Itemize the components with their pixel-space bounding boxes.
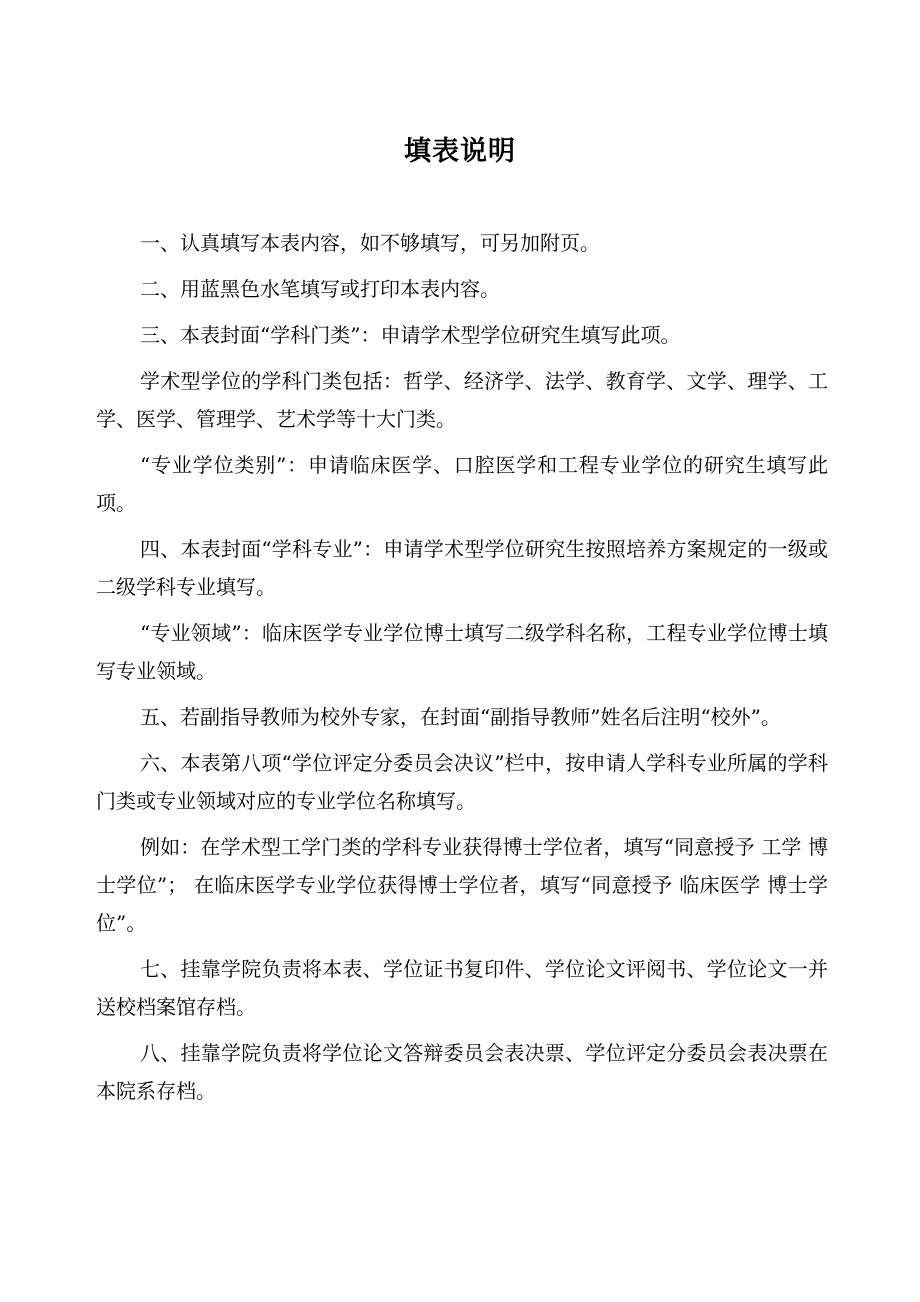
instructions-body [96, 224, 828, 1118]
instruction-paragraph-6: 四、本表封面“学科专业”：申请学术型学位研究生按照培养方案规定的一级或二级学科专业填写。 [96, 537, 828, 599]
instruction-paragraph-10: 例如：在学术型工学门类的学科专业获得博士学位者，填写“同意授予 工学 博士学位”； 在临床医学专业学位获得博士学位者，填写“同意授予 临床医学 博士学位”。 [96, 835, 828, 935]
instruction-paragraph-1: 一、认真填写本表内容，如不够填写，可另加附页。 [140, 231, 600, 255]
instruction-paragraph-3: 三、本表封面“学科门类”：申请学术型学位研究生填写此项。 [140, 323, 681, 347]
instruction-paragraph-2: 二、用蓝黑色水笔填写或打印本表内容。 [140, 277, 500, 301]
instruction-paragraph-7: “专业领域”：临床医学专业学位博士填写二级学科名称，工程专业学位博士填写专业领域。 [96, 621, 828, 683]
instruction-paragraph-8: 五、若副指导教师为校外专家，在封面“副指导教师”姓名后注明“校外”。 [140, 705, 781, 729]
instruction-paragraph-4: 学术型学位的学科门类包括：哲学、经济学、法学、教育学、文学、理学、工学、医学、管理学、艺术学等十大门类。 [96, 369, 828, 431]
page-title: 填表说明 [404, 136, 516, 167]
instruction-paragraph-9: 六、本表第八项“学位评定分委员会决议”栏中，按申请人学科专业所属的学科门类或专业领域对应的专业学位名称填写。 [96, 751, 828, 813]
instruction-paragraph-11: 七、挂靠学院负责将本表、学位证书复印件、学位论文评阅书、学位论文一并送校档案馆存档。 [96, 957, 828, 1019]
instruction-paragraph-12: 八、挂靠学院负责将学位论文答辩委员会表决票、学位评定分委员会表决票在本院系存档。 [96, 1041, 828, 1103]
instruction-paragraph-5: “专业学位类别”：申请临床医学、口腔医学和工程专业学位的研究生填写此项。 [96, 453, 828, 515]
